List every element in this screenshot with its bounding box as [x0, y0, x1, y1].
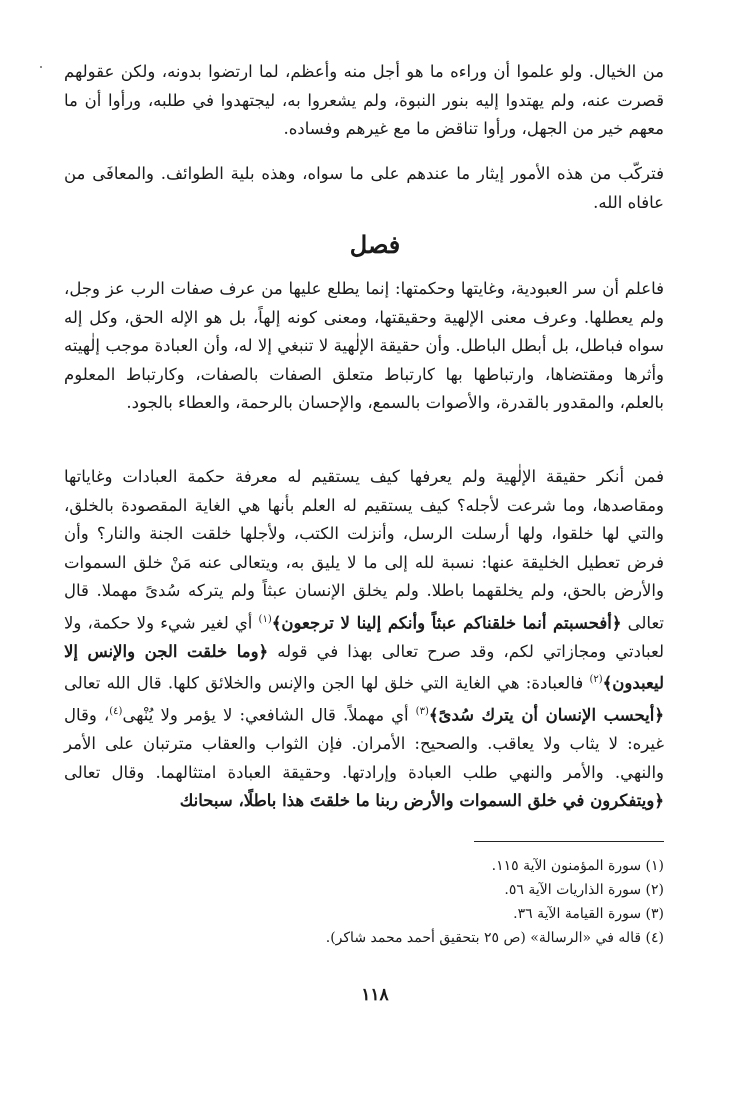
section-heading: فصل [349, 230, 401, 259]
footnotes-list [64, 854, 664, 950]
quran-verse: ﴿ويتفكرون في خلق السموات والأرض ربنا ما خلقتَ هذا باطلًا، سبحانك [179, 791, 664, 810]
text-segment: أي لغير شيء ولا حكمة، ولا لعبادتي ومجازاتي لكم، وقد صرح تعالى بهذا في قوله [64, 613, 664, 661]
text-segment: فالعبادة: هي الغاية التي خلق لها الجن والإنس والخلائق كلها. قال الله تعالى [64, 673, 590, 693]
footnote-ref[interactable]: (١) [258, 613, 272, 625]
footnote-item: (٣) سورة القيامة الآية ٣٦. [513, 906, 664, 922]
quran-verse: ﴿أيحسب الإنسان أن يترك سُدىً﴾ [428, 705, 664, 725]
footnote-item: (٢) سورة الذاريات الآية ٥٦. [504, 882, 664, 898]
paragraph-conclusion: فتركّب من هذه الأمور إيثار ما عندهم على ما سواه، وهذه بلية الطوائف. والمعافَى من عافاه الله. [64, 164, 664, 212]
paragraph-denial-of-divinity [64, 463, 664, 816]
page-number: ١١٨ [361, 985, 389, 1005]
paragraph-worship-secret: فاعلم أن سر العبودية، وغايتها وحكمتها: إنما يطلع عليها من عرف صفات الرب عز وجل، ولم يعطلها. وعرف معنى الإلهية وحقيقتها، ومعنى كونه إلهاً، بل هو الإله الحق، وكل إله سواه فباطل، بل أبطل الباطل. وأن حقيقة الإلٰهية لا تنبغي إلا له، وأن العبادة موجب إلٰهيته وأثرها ومقتضاها، وارتباطها بها كارتباط متعلق الصفات بالصفات، وكارتباط المعلوم بالعلم، والمقدور بالقدرة، والأصوات بالسمع، والإحسان بالرحمة، والعطاء بالجود. [64, 279, 664, 412]
quran-verse: ﴿أفحسبتم أنما خلقناكم عبثاً وأنكم إلينا لا ترجعون﴾ [271, 613, 622, 632]
footnote-item: (٤) قاله في «الرسالة» (ص ٢٥ بتحقيق أحمد محمد شاكر). [325, 930, 664, 946]
text-segment: فمن أنكر حقيقة الإلٰهية ولم يعرفها كيف يستقيم له معرفة حكمة العبادات وغاياتها ومقاصدها، وما شرعت لأجله؟ كيف يستقيم له العلم بأنها هي الغاية المقصودة بالخلق، والتي لها خلقوا، ولها أرسلت الرسل، وأنزلت الكتب، ولأجلها خلقت الجنة والنار؟ وأن فرض تعطيل الخليقة عنها: نسبة لله إلى ما لا يليق به، ويتعالى عنه مَنْ خلق السموات والأرض بالحق، ولم يخلقهما باطلا. ولم يخلق الإنسان عبثاً ولم يتركه سُدىً مهملا. قال تعالى [64, 467, 665, 632]
footnote-ref[interactable]: (٢) [589, 674, 603, 685]
paragraph-intro: من الخيال. ولو علموا أن وراءه ما هو أجل منه وأعظم، لما ارتضوا بدونه، ولكن عقولهم قصرت عنه، ولم يهتدوا إليه بنور النبوة، ولم يشعروا به، ليجتهدوا في طلبه، ورأوا أن ما معهم خير من الجهل، ورأوا تناقض ما مع غيرهم وفساده. [64, 62, 664, 138]
text-segment: أي مهملاً. قال الشافعي: لا يؤمر ولا يُنْهى [122, 705, 416, 725]
quran-verse: ﴿وما خلقت الجن والإنس إلا ليعبدون﴾ [64, 641, 664, 693]
scan-speck [40, 66, 42, 68]
footnote-ref[interactable]: (٤) [109, 706, 123, 717]
footnote-item: (١) سورة المؤمنون الآية ١١٥. [491, 858, 664, 874]
footnote-divider [474, 841, 664, 842]
text-segment: ، وقال غيره: لا يثاب ولا يعاقب. والصحيح: الأمران. فإن الثواب والعقاب مترتبان على الأمر والنهي. والأمر والنهي طلب العبادة وإرادتها. وحقيقة العبادة امتثالهما. وقال تعالى [64, 705, 664, 782]
footnote-ref[interactable]: (٣) [415, 706, 429, 717]
